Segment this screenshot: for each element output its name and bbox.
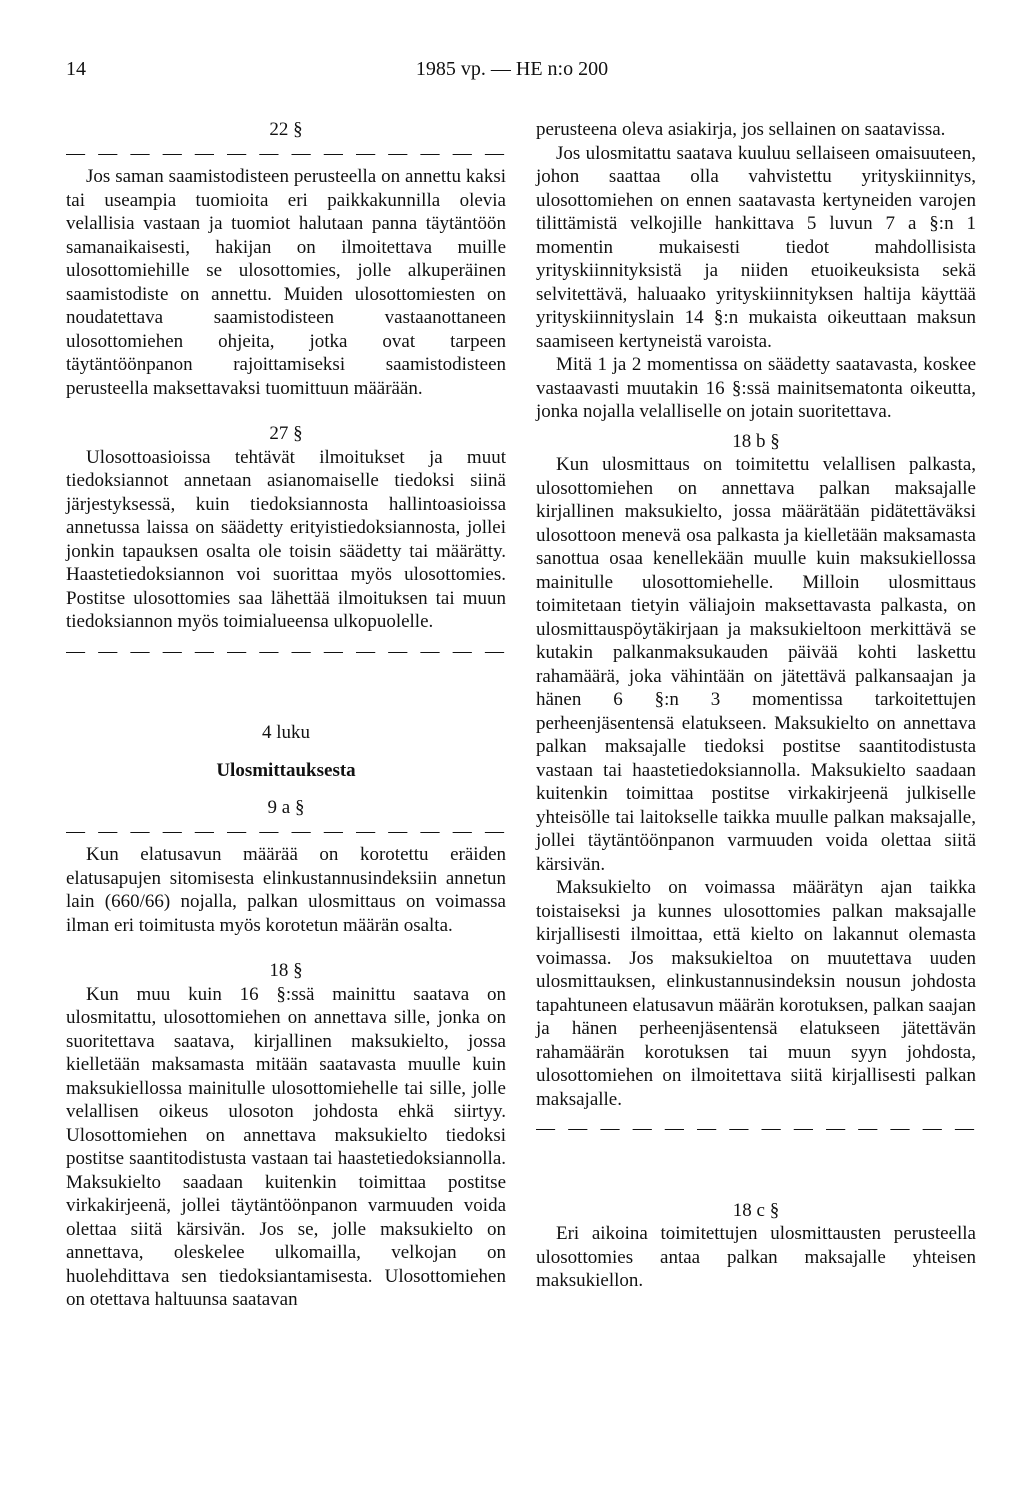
section-18-continuation: perusteena oleva asiakirja, jos sellainen on saatavissa. — [536, 119, 946, 140]
section-18-heading: 18 § — [269, 960, 303, 981]
section-18b-paragraph-2: Maksukielto on voimassa määrätyn ajan taikka toistaiseksi ja kunnes ulosottomies palkan maksajalle kirjallisesti ilmoittaa, että kielto on lakannut olemasta voimassa. Jos maksukieltoa on muutettava uuden ulosmittauksen, elinkustannusindeksin nousun johdosta tapahtuneen elatusavun määrän korotuksen, palkan saajan ja hänen perheenjäsentensä elatukseen jätettävän rahamäärän korotuksen tai muun syyn johdosta, ulosottomiehen on ilmoitettava siitä kirjallisesti palkan maksajalle. — [536, 877, 976, 1110]
section-27-heading: 27 § — [269, 423, 303, 444]
right-column — [536, 118, 976, 1293]
section-18b-heading: 18 b § — [732, 430, 780, 452]
running-head: 1985 vp. — HE n:o 200 — [415, 58, 609, 80]
section-22-heading: 22 § — [269, 119, 303, 140]
section-18-paragraph: Kun muu kuin 16 §:ssä mainittu saatava on ulosmitattu, ulosottomiehen on annettava sille, jonka on suoritettava saatava, kirjallinen maksukielto, jossa kielletään maksamasta mitään saatavasta muulle kuin maksukiellossa mainitulle ulosottomiehelle tai sille, jolle velallisen oikeus ulosoton johdosta ehkä siirtyy. Ulosottomiehen on annettava maksukielto tiedoksi postitse saantitodistusta vastaan tai haastetiedoksiannolla. Maksukielto saadaan kuitenkin toimittaa postitse virkakirjeenä, jollei täytäntöönpanon varmuuden voida olettaa siitä kärsivän. Jos se, jolle maksukielto on annettava, oleskelee ulkomailla, velkojan on huolehdittava sen tiedoksiantamisesta. Ulosottomiehen on otettava haltuunsa saatavan — [66, 983, 506, 1310]
omission-dashes: — — — — — — — — — — — — — — — [66, 142, 506, 164]
section-22-paragraph: Jos saman saamistodisteen perusteella on annettu kaksi tai useampia tuomioita eri paikkakunnilla olevia velallisia vastaan ja tuomiot halutaan panna täytäntöön samanaikaisesti, hakijan on ilmoitettava muille ulosottomiehille se ulosottomies, jolle alkuperäinen saamistodiste on annettu. Muiden ulosottomiesten on noudatettava saamistodisteen vastaanottaneen ulosottomiehen ohjeita, jotka ovat tarpeen täytäntöönpanon rajoittamiseksi saamistodisteen perusteella maksettavaksi tuomittuun määrään. — [66, 166, 506, 399]
section-18c-paragraph: Eri aikoina toimitettujen ulosmittausten perusteella ulosottomies antaa palkan maksajalle yhteisen maksukiellon. — [536, 1223, 976, 1291]
omission-dashes: — — — — — — — — — — — — — — — [536, 1118, 976, 1139]
page-number: 14 — [66, 58, 86, 80]
section-18-paragraph-2: Jos ulosmitattu saatava kuuluu sellaiseen omaisuuteen, johon saattaa olla vahvistettu yrityskiinnitys, ulosottomiehen on ennen saatavasta kertyneiden varojen tilittämistä velkojille hankittava 5 luvun 7 a §:n 1 momentin mukaisesti tiedot mahdollisista yrityskiinnityksistä ja niiden etuoikeuksista sekä selvitettävä, haluaako yrityskiinnityksen haltija käyttää yrityskiinnityslain 14 §:n mukaista oikeuttaan maksun saamiseen kertyneistä varoista. — [536, 142, 976, 352]
left-column — [66, 118, 506, 1312]
section-18c-heading: 18 c § — [732, 1199, 780, 1221]
section-18-paragraph-3: Mitä 1 ja 2 momentissa on säädetty saatavasta, koskee vastaavasti muutakin 16 §:ssä mainitsematonta oikeutta, jonka nojalla velalliselle on jotain suoritettava. — [536, 354, 976, 422]
chapter-number: 4 luku — [261, 722, 311, 743]
omission-dashes: — — — — — — — — — — — — — — — [66, 640, 506, 662]
section-18b-paragraph-1: Kun ulosmittaus on toimitettu velallisen palkasta, ulosottomiehen on annettava palkan maksajalle kirjallinen maksukielto, jossa määrätään pidätettäväksi ulosottoon menevä osa palkasta ja kielletään maksamasta sanottua osaa kenellekään muulle kuin maksukiellossa mainitulle ulosottomiehelle. Milloin ulosmittaus toimitetaan tietyin väliajoin maksettavasta palkasta, on ulosmittauspöytäkirjaan ja maksukieltoon merkittävä se kutakin palkanmaksukauden päivää kohti laskettu rahamäärä, joka vähintään on jätettävä palkansaajan ja hänen 6 §:n 3 momentissa tarkoitettujen perheenjäsentensä elatukseen. Maksukielto on annettava palkan maksajalle tiedoksi postitse saantitodistusta vastaan tai haastetiedoksiannolla. Maksukielto saadaan kuitenkin toimittaa postitse virkakirjeenä julkiselle yhteisölle tai laitokselle taikka muulle palkan maksajalle, jollei täytäntöönpanon varmuuden voida olettaa siitä kärsivän. — [536, 454, 976, 875]
section-27-paragraph: Ulosottoasioissa tehtävät ilmoitukset ja muut tiedoksiannot annetaan asianomaiselle tiedoksi siinä järjestyksessä, kuin tiedoksiannosta hallintoasioissa annetussa laissa on säädetty erityistiedoksiannosta, jollei jonkin tapauksen osalta ole toisin säädetty tai määrätty. Haastetiedoksiannon voi suorittaa myös ulosottomies. Postitse ulosottomies saa lähettää ilmoituksen tai muun tiedoksiannon myös toimialueensa ulkopuolelle. — [66, 446, 506, 632]
omission-dashes: — — — — — — — — — — — — — — — [66, 820, 506, 842]
section-9a-paragraph: Kun elatusavun määrää on korotettu eräiden elatusapujen sitomisesta elinkustannusindeksiin annetun lain (660/66) nojalla, palkan ulosmittaus on voimassa ilman eri toimitusta myös korotetun määrän osalta. — [66, 844, 506, 936]
chapter-title: Ulosmittauksesta — [216, 759, 356, 781]
section-9a-heading: 9 a § — [267, 797, 305, 818]
